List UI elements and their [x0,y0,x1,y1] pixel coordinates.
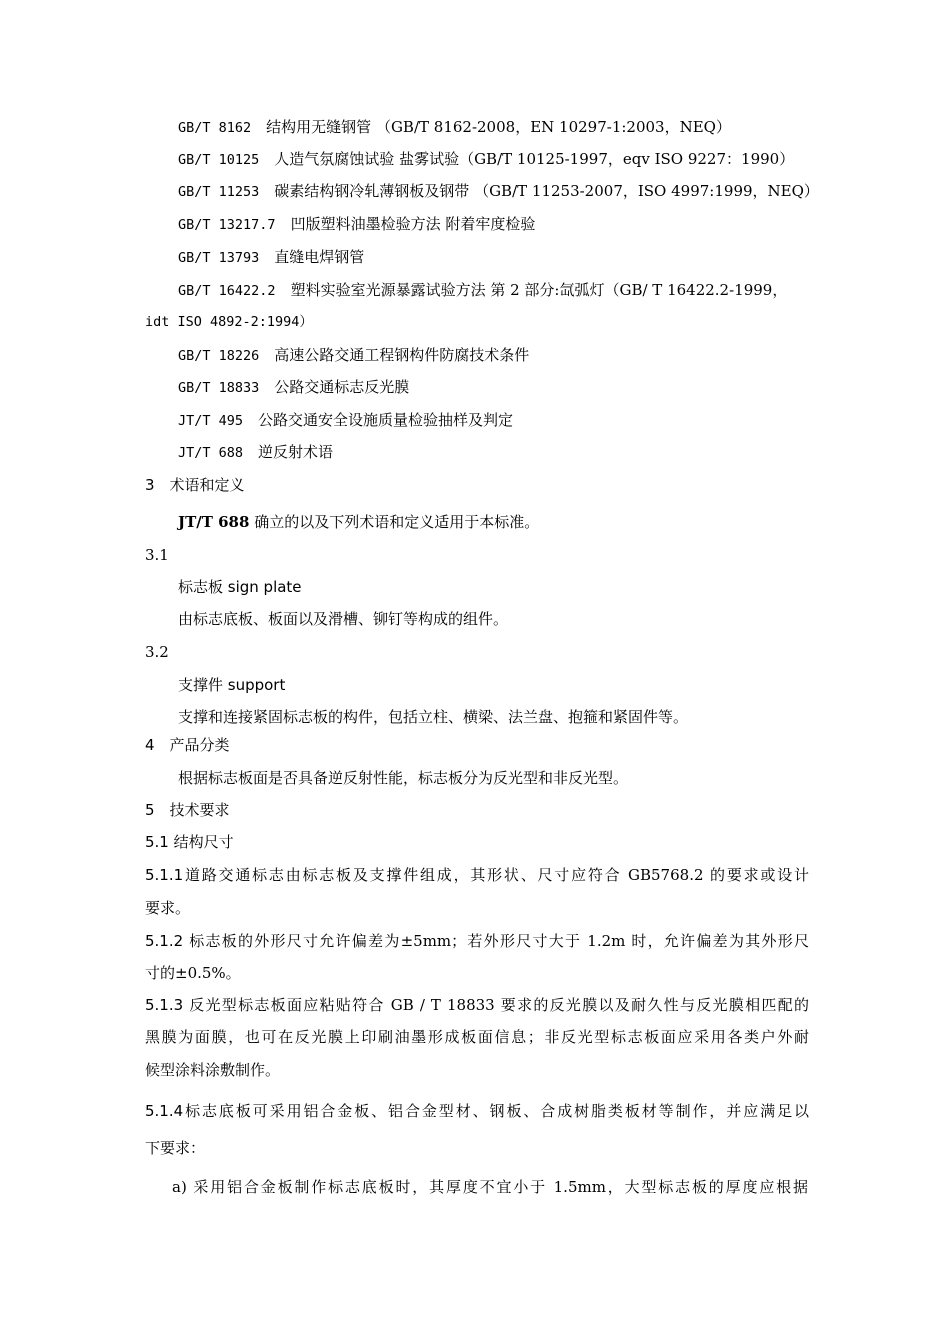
reference-code: GB/T 8162 [178,120,252,136]
reference-item [178,214,535,235]
section-heading: 5 技术要求 [145,801,230,819]
clause-line [145,1101,809,1121]
reference-code: GB/T 10125 [178,152,260,168]
term-name: 支撑件 support [178,676,286,694]
clause-line: 寸的±0.5%。 [145,964,241,982]
reference-title: 公路交通安全设施质量检验抽样及判定 [258,411,514,429]
clause-line: 下要求： [145,1139,206,1157]
reference-title: 高速公路交通工程钢构件防腐技术条件 [274,346,530,364]
list-item [172,1177,808,1197]
reference-title: 凹版塑料油墨检验方法 附着牢度检验 [290,215,536,233]
term-definition: 由标志底板、板面以及滑槽、铆钉等构成的组件。 [178,610,509,628]
reference-title: 碳素结构钢冷轧薄钢板及钢带 （GB/T 11253-2007，ISO 4997:1999，NEQ） [274,182,819,200]
section-intro [178,512,539,532]
reference-title: 塑料实验室光源暴露试验方法 第 2 部分:氙弧灯（GB/ T 16422.2-1999， [290,281,788,299]
term-definition: 支撑和连接紧固标志板的构件，包括立柱、横梁、法兰盘、抱箍和紧固件等。 [178,708,689,726]
clause-text: 标志板的外形尺寸允许偏差为±5mm；若外形尺寸大于 1.2m 时，允许偏差为其外形尺 [183,932,809,950]
reference-title: 逆反射术语 [258,443,334,461]
clause-text: 道路交通标志由标志板及支撑件组成，其形状、尺寸应符合 GB5768.2 的要求或设计 [183,866,809,884]
reference-item [178,377,409,398]
term-number: 3.1 [145,546,169,564]
list-label: a) [172,1178,187,1196]
reference-item [178,247,364,268]
clause-number: 5.1.1 [145,866,184,884]
reference-item [178,181,819,202]
list-text: 采用铝合金板制作标志底板时，其厚度不宜小于 1.5mm，大型标志板的厚度应根据 [186,1178,808,1196]
reference-code: GB/T 18226 [178,348,260,364]
reference-item [178,280,787,301]
reference-title: 结构用无缝钢管 （GB/T 8162-2008，EN 10297-1:2003，NEQ） [266,118,731,136]
intro-text: 确立的以及下列术语和定义适用于本标准。 [249,513,540,531]
reference-item [178,410,513,431]
reference-code: GB/T 13793 [178,250,260,266]
reference-item [178,345,529,366]
clause-text: 标志底板可采用铝合金板、铝合金型材、钢板、合成树脂类板材等制作，并应满足以 [183,1102,809,1120]
section-heading: 3 术语和定义 [145,476,245,494]
reference-continuation: idt ISO 4892-2:1994） [145,314,313,330]
intro-code: JT/T 688 [178,513,250,531]
reference-code: GB/T 16422.2 [178,283,276,299]
clause-number: 5.1.3 [145,996,184,1014]
reference-item [178,442,333,463]
clause-line: 候型涂料涂敷制作。 [145,1061,281,1079]
reference-code: GB/T 11253 [178,184,260,200]
clause-number: 5.1.2 [145,932,184,950]
clause-line: 要求。 [145,899,191,917]
term-number: 3.2 [145,643,169,661]
reference-item [178,149,794,170]
clause-line [145,931,809,951]
clause-text: 反光型标志板面应粘贴符合 GB / T 18833 要求的反光膜以及耐久性与反光膜相匹配的 [183,996,809,1014]
clause-line [145,995,809,1015]
subsection-heading: 5.1 结构尺寸 [145,833,234,851]
reference-code: GB/T 18833 [178,380,260,396]
section-heading: 4 产品分类 [145,736,230,754]
reference-code: JT/T 688 [178,445,244,461]
reference-title: 人造气氛腐蚀试验 盐雾试验（GB/T 10125-1997，eqv ISO 9227：1990） [274,150,795,168]
reference-title: 直缝电焊钢管 [274,248,365,266]
clause-line [145,865,809,885]
clause-line: 黑膜为面膜，也可在反光膜上印刷油墨形成板面信息；非反光型标志板面应采用各类户外耐 [145,1028,809,1046]
reference-code: GB/T 13217.7 [178,217,276,233]
term-name: 标志板 sign plate [178,578,302,596]
reference-title: 公路交通标志反光膜 [274,378,410,396]
paragraph: 根据标志板面是否具备逆反射性能，标志板分为反光型和非反光型。 [178,769,629,787]
reference-code: JT/T 495 [178,413,244,429]
reference-item [178,117,731,138]
clause-number: 5.1.4 [145,1102,184,1120]
